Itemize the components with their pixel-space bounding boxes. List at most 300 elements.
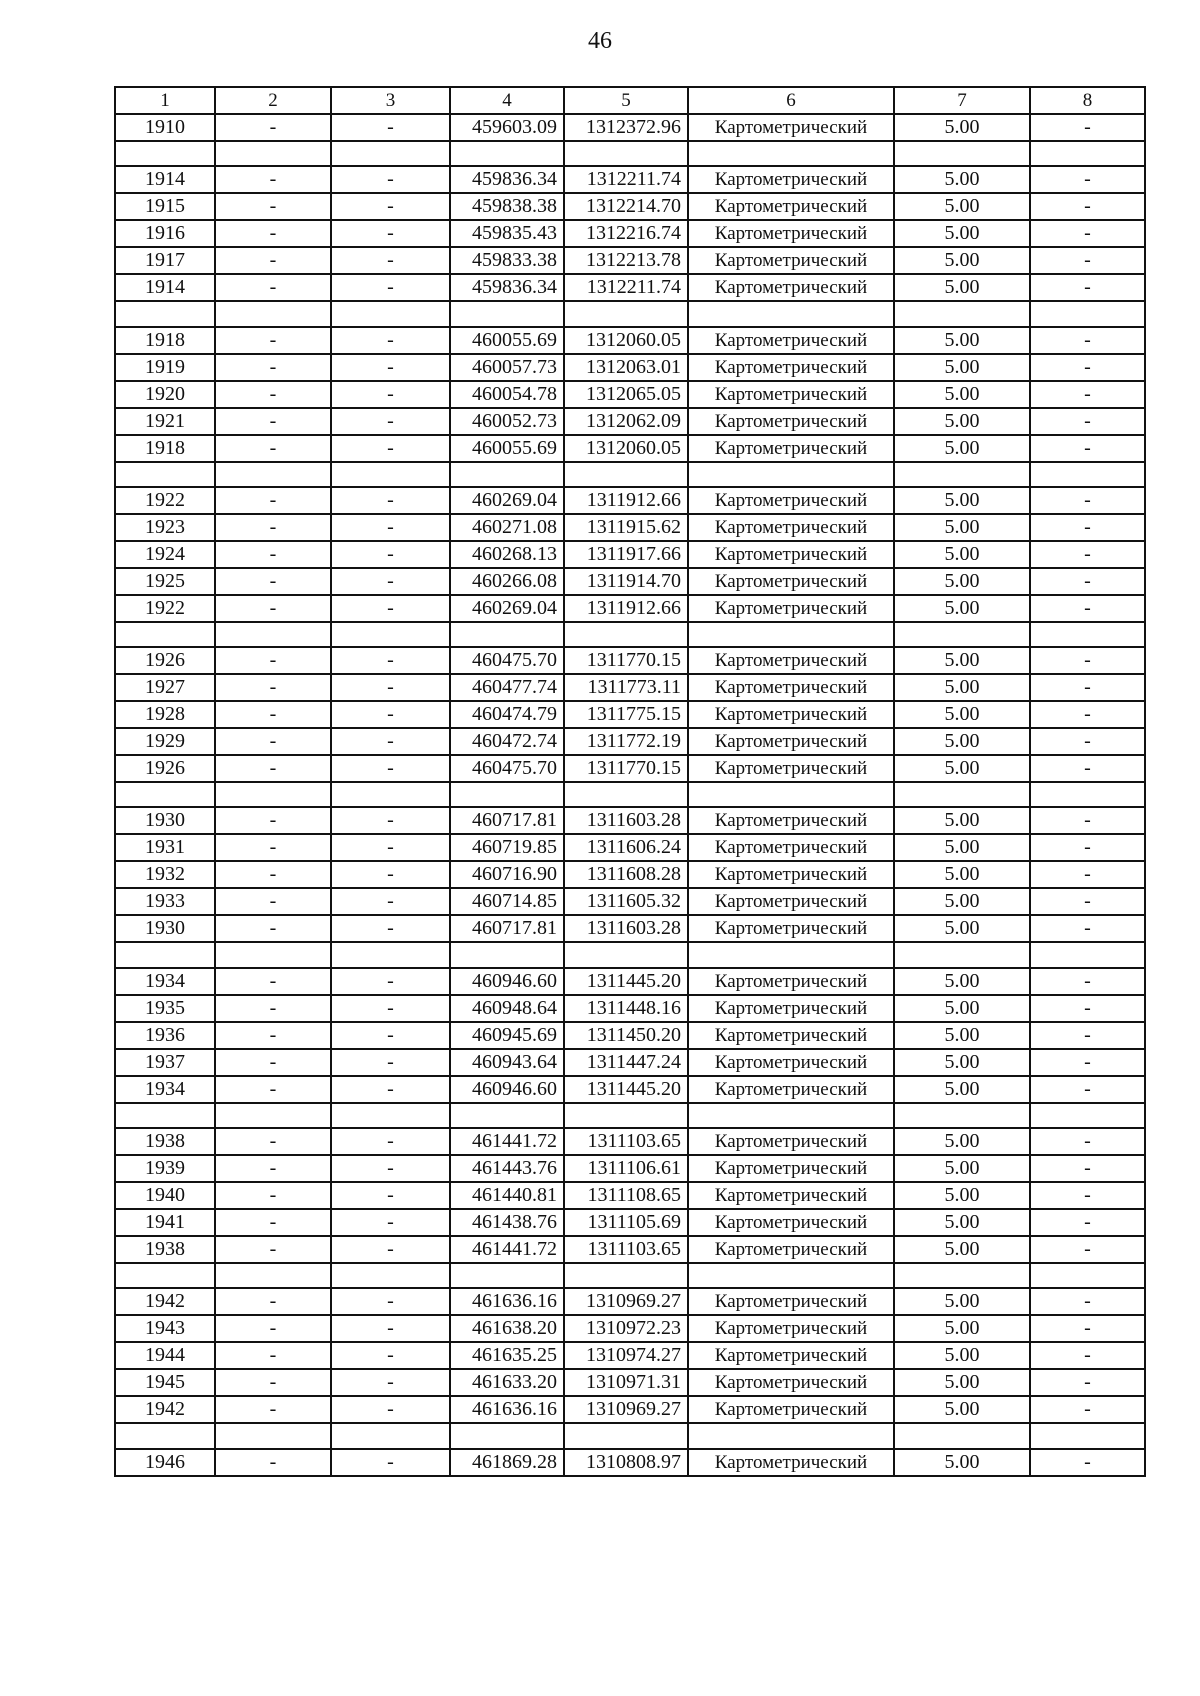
x-coordinate-cell: 460475.70 — [450, 755, 564, 782]
point-number-cell — [115, 301, 215, 326]
method-cell: Картометрический — [688, 1288, 894, 1315]
x-coordinate-cell: 461635.25 — [450, 1342, 564, 1369]
x-coordinate-cell: 460271.08 — [450, 514, 564, 541]
table-row — [115, 1236, 1145, 1263]
y-coordinate-cell: 1311103.65 — [564, 1236, 688, 1263]
point-number-cell: 1932 — [115, 861, 215, 888]
x-coordinate-cell — [450, 1263, 564, 1288]
table-row — [115, 1396, 1145, 1423]
x-coordinate-cell: 460055.69 — [450, 327, 564, 354]
point-number-cell: 1925 — [115, 568, 215, 595]
x-coordinate-cell: 460474.79 — [450, 701, 564, 728]
point-number-cell — [115, 782, 215, 807]
col8-cell: - — [1030, 728, 1145, 755]
col8-cell: - — [1030, 220, 1145, 247]
point-number-cell — [115, 942, 215, 967]
method-cell: Картометрический — [688, 647, 894, 674]
table-row — [115, 1155, 1145, 1182]
col8-cell: - — [1030, 381, 1145, 408]
x-coordinate-cell: 460714.85 — [450, 888, 564, 915]
col8-cell: - — [1030, 701, 1145, 728]
point-number-cell: 1916 — [115, 220, 215, 247]
y-coordinate-cell: 1310969.27 — [564, 1396, 688, 1423]
col8-cell: - — [1030, 193, 1145, 220]
point-number-cell: 1914 — [115, 166, 215, 193]
col3-cell: - — [331, 1315, 450, 1342]
accuracy-cell: 5.00 — [894, 701, 1030, 728]
col2-cell: - — [215, 674, 331, 701]
x-coordinate-cell — [450, 622, 564, 647]
col3-cell: - — [331, 1342, 450, 1369]
table-row — [115, 782, 1145, 807]
col3-cell: - — [331, 514, 450, 541]
method-cell: Картометрический — [688, 541, 894, 568]
method-cell: Картометрический — [688, 728, 894, 755]
point-number-cell: 1945 — [115, 1369, 215, 1396]
col2-cell — [215, 782, 331, 807]
col2-cell: - — [215, 1396, 331, 1423]
method-cell: Картометрический — [688, 381, 894, 408]
table-row — [115, 514, 1145, 541]
point-number-cell: 1941 — [115, 1209, 215, 1236]
col3-cell — [331, 141, 450, 166]
col2-cell — [215, 1423, 331, 1448]
col8-cell: - — [1030, 247, 1145, 274]
col3-cell: - — [331, 755, 450, 782]
x-coordinate-cell: 460477.74 — [450, 674, 564, 701]
y-coordinate-cell: 1312063.01 — [564, 354, 688, 381]
point-number-cell: 1935 — [115, 995, 215, 1022]
col8-cell: - — [1030, 408, 1145, 435]
y-coordinate-cell — [564, 1103, 688, 1128]
accuracy-cell: 5.00 — [894, 915, 1030, 942]
col2-cell: - — [215, 861, 331, 888]
column-header-4: 4 — [450, 87, 564, 114]
table-row — [115, 1022, 1145, 1049]
point-number-cell — [115, 622, 215, 647]
col2-cell: - — [215, 274, 331, 301]
col2-cell — [215, 942, 331, 967]
method-cell: Картометрический — [688, 1396, 894, 1423]
col2-cell: - — [215, 193, 331, 220]
y-coordinate-cell: 1312211.74 — [564, 166, 688, 193]
col8-cell — [1030, 141, 1145, 166]
col8-cell: - — [1030, 568, 1145, 595]
col3-cell: - — [331, 114, 450, 141]
method-cell: Картометрический — [688, 807, 894, 834]
col2-cell: - — [215, 1315, 331, 1342]
y-coordinate-cell: 1311445.20 — [564, 1076, 688, 1103]
col3-cell: - — [331, 166, 450, 193]
col3-cell: - — [331, 968, 450, 995]
accuracy-cell: 5.00 — [894, 166, 1030, 193]
point-number-cell — [115, 462, 215, 487]
accuracy-cell: 5.00 — [894, 1076, 1030, 1103]
method-cell: Картометрический — [688, 1049, 894, 1076]
col3-cell: - — [331, 220, 450, 247]
point-number-cell: 1926 — [115, 755, 215, 782]
x-coordinate-cell — [450, 782, 564, 807]
col2-cell: - — [215, 1022, 331, 1049]
col3-cell: - — [331, 1369, 450, 1396]
col2-cell: - — [215, 247, 331, 274]
accuracy-cell: 5.00 — [894, 514, 1030, 541]
table-row — [115, 1182, 1145, 1209]
col8-cell: - — [1030, 861, 1145, 888]
col8-cell: - — [1030, 1076, 1145, 1103]
y-coordinate-cell: 1310974.27 — [564, 1342, 688, 1369]
point-number-cell: 1918 — [115, 435, 215, 462]
y-coordinate-cell: 1311606.24 — [564, 834, 688, 861]
y-coordinate-cell: 1311770.15 — [564, 755, 688, 782]
col2-cell: - — [215, 1449, 331, 1476]
accuracy-cell — [894, 301, 1030, 326]
page-number: 46 — [588, 28, 612, 54]
table-row — [115, 1128, 1145, 1155]
col8-cell — [1030, 782, 1145, 807]
table-body — [115, 114, 1145, 1476]
x-coordinate-cell — [450, 462, 564, 487]
col2-cell: - — [215, 888, 331, 915]
table-row — [115, 141, 1145, 166]
method-cell: Картометрический — [688, 1369, 894, 1396]
method-cell: Картометрический — [688, 1155, 894, 1182]
method-cell: Картометрический — [688, 968, 894, 995]
accuracy-cell: 5.00 — [894, 381, 1030, 408]
accuracy-cell: 5.00 — [894, 755, 1030, 782]
method-cell: Картометрический — [688, 755, 894, 782]
table-row — [115, 166, 1145, 193]
method-cell: Картометрический — [688, 166, 894, 193]
table-row — [115, 595, 1145, 622]
y-coordinate-cell: 1311445.20 — [564, 968, 688, 995]
table-row — [115, 647, 1145, 674]
x-coordinate-cell: 459838.38 — [450, 193, 564, 220]
accuracy-cell: 5.00 — [894, 274, 1030, 301]
point-number-cell: 1924 — [115, 541, 215, 568]
y-coordinate-cell — [564, 622, 688, 647]
x-coordinate-cell: 460943.64 — [450, 1049, 564, 1076]
col8-cell: - — [1030, 834, 1145, 861]
col3-cell: - — [331, 1209, 450, 1236]
col8-cell: - — [1030, 1155, 1145, 1182]
col3-cell: - — [331, 381, 450, 408]
point-number-cell: 1917 — [115, 247, 215, 274]
y-coordinate-cell: 1312065.05 — [564, 381, 688, 408]
point-number-cell: 1946 — [115, 1449, 215, 1476]
point-number-cell: 1919 — [115, 354, 215, 381]
col3-cell: - — [331, 1049, 450, 1076]
col3-cell — [331, 462, 450, 487]
table-row — [115, 1449, 1145, 1476]
point-number-cell: 1937 — [115, 1049, 215, 1076]
x-coordinate-cell: 460717.81 — [450, 807, 564, 834]
x-coordinate-cell — [450, 1103, 564, 1128]
y-coordinate-cell: 1311772.19 — [564, 728, 688, 755]
col8-cell: - — [1030, 1049, 1145, 1076]
accuracy-cell: 5.00 — [894, 1369, 1030, 1396]
column-header-3: 3 — [331, 87, 450, 114]
method-cell — [688, 1263, 894, 1288]
point-number-cell: 1938 — [115, 1128, 215, 1155]
column-header-6: 6 — [688, 87, 894, 114]
col8-cell — [1030, 462, 1145, 487]
col2-cell: - — [215, 220, 331, 247]
x-coordinate-cell: 460717.81 — [450, 915, 564, 942]
method-cell: Картометрический — [688, 1342, 894, 1369]
point-number-cell: 1910 — [115, 114, 215, 141]
col3-cell: - — [331, 834, 450, 861]
col3-cell: - — [331, 1155, 450, 1182]
col3-cell: - — [331, 1236, 450, 1263]
header-row — [115, 87, 1145, 114]
col2-cell: - — [215, 1076, 331, 1103]
col2-cell — [215, 141, 331, 166]
col2-cell: - — [215, 728, 331, 755]
method-cell: Картометрический — [688, 193, 894, 220]
method-cell: Картометрический — [688, 274, 894, 301]
accuracy-cell: 5.00 — [894, 247, 1030, 274]
col3-cell: - — [331, 915, 450, 942]
accuracy-cell: 5.00 — [894, 807, 1030, 834]
accuracy-cell — [894, 141, 1030, 166]
col8-cell: - — [1030, 995, 1145, 1022]
col8-cell: - — [1030, 1182, 1145, 1209]
point-number-cell: 1929 — [115, 728, 215, 755]
col2-cell: - — [215, 595, 331, 622]
x-coordinate-cell — [450, 141, 564, 166]
accuracy-cell: 5.00 — [894, 647, 1030, 674]
point-number-cell: 1922 — [115, 487, 215, 514]
table-row — [115, 408, 1145, 435]
col8-cell — [1030, 1103, 1145, 1128]
x-coordinate-cell: 461869.28 — [450, 1449, 564, 1476]
x-coordinate-cell — [450, 942, 564, 967]
col8-cell: - — [1030, 487, 1145, 514]
col2-cell — [215, 1263, 331, 1288]
y-coordinate-cell: 1312211.74 — [564, 274, 688, 301]
col2-cell: - — [215, 487, 331, 514]
x-coordinate-cell — [450, 1423, 564, 1448]
point-number-cell: 1940 — [115, 1182, 215, 1209]
col3-cell — [331, 622, 450, 647]
accuracy-cell — [894, 1103, 1030, 1128]
method-cell: Картометрический — [688, 408, 894, 435]
point-number-cell: 1933 — [115, 888, 215, 915]
col3-cell: - — [331, 888, 450, 915]
point-number-cell: 1921 — [115, 408, 215, 435]
col3-cell: - — [331, 327, 450, 354]
accuracy-cell — [894, 942, 1030, 967]
table-row — [115, 888, 1145, 915]
col3-cell — [331, 1263, 450, 1288]
y-coordinate-cell: 1310808.97 — [564, 1449, 688, 1476]
col3-cell: - — [331, 1396, 450, 1423]
col2-cell: - — [215, 755, 331, 782]
table-row — [115, 942, 1145, 967]
col2-cell: - — [215, 647, 331, 674]
col2-cell — [215, 462, 331, 487]
col8-cell: - — [1030, 1209, 1145, 1236]
method-cell: Картометрический — [688, 861, 894, 888]
point-number-cell: 1923 — [115, 514, 215, 541]
col2-cell: - — [215, 1049, 331, 1076]
col2-cell: - — [215, 327, 331, 354]
col2-cell: - — [215, 968, 331, 995]
table-row — [115, 834, 1145, 861]
col3-cell: - — [331, 1288, 450, 1315]
col8-cell: - — [1030, 435, 1145, 462]
y-coordinate-cell: 1311775.15 — [564, 701, 688, 728]
coordinates-table — [114, 86, 1146, 1477]
col3-cell: - — [331, 995, 450, 1022]
y-coordinate-cell: 1311447.24 — [564, 1049, 688, 1076]
col3-cell: - — [331, 807, 450, 834]
x-coordinate-cell: 461441.72 — [450, 1128, 564, 1155]
point-number-cell: 1938 — [115, 1236, 215, 1263]
point-number-cell: 1927 — [115, 674, 215, 701]
col2-cell: - — [215, 166, 331, 193]
x-coordinate-cell: 460472.74 — [450, 728, 564, 755]
accuracy-cell: 5.00 — [894, 1396, 1030, 1423]
y-coordinate-cell: 1310969.27 — [564, 1288, 688, 1315]
y-coordinate-cell: 1311915.62 — [564, 514, 688, 541]
table-row — [115, 568, 1145, 595]
y-coordinate-cell: 1311450.20 — [564, 1022, 688, 1049]
table-row — [115, 968, 1145, 995]
col3-cell: - — [331, 1128, 450, 1155]
point-number-cell: 1914 — [115, 274, 215, 301]
accuracy-cell: 5.00 — [894, 728, 1030, 755]
x-coordinate-cell: 460054.78 — [450, 381, 564, 408]
x-coordinate-cell: 460716.90 — [450, 861, 564, 888]
col8-cell: - — [1030, 1396, 1145, 1423]
col3-cell: - — [331, 568, 450, 595]
col3-cell: - — [331, 247, 450, 274]
y-coordinate-cell: 1311773.11 — [564, 674, 688, 701]
accuracy-cell: 5.00 — [894, 1022, 1030, 1049]
col2-cell: - — [215, 114, 331, 141]
table-row — [115, 622, 1145, 647]
method-cell: Картометрический — [688, 995, 894, 1022]
col8-cell: - — [1030, 1288, 1145, 1315]
method-cell: Картометрический — [688, 435, 894, 462]
col3-cell: - — [331, 541, 450, 568]
point-number-cell: 1943 — [115, 1315, 215, 1342]
table-row — [115, 354, 1145, 381]
point-number-cell: 1928 — [115, 701, 215, 728]
y-coordinate-cell — [564, 301, 688, 326]
y-coordinate-cell: 1311106.61 — [564, 1155, 688, 1182]
col3-cell: - — [331, 1182, 450, 1209]
y-coordinate-cell: 1310972.23 — [564, 1315, 688, 1342]
y-coordinate-cell: 1312214.70 — [564, 193, 688, 220]
method-cell: Картометрический — [688, 1022, 894, 1049]
y-coordinate-cell — [564, 141, 688, 166]
accuracy-cell — [894, 1423, 1030, 1448]
x-coordinate-cell: 460269.04 — [450, 487, 564, 514]
table-row — [115, 861, 1145, 888]
col2-cell: - — [215, 435, 331, 462]
column-header-5: 5 — [564, 87, 688, 114]
method-cell: Картометрический — [688, 674, 894, 701]
y-coordinate-cell: 1311448.16 — [564, 995, 688, 1022]
col2-cell: - — [215, 1209, 331, 1236]
col8-cell: - — [1030, 514, 1145, 541]
accuracy-cell: 5.00 — [894, 354, 1030, 381]
accuracy-cell: 5.00 — [894, 1315, 1030, 1342]
x-coordinate-cell: 461636.16 — [450, 1288, 564, 1315]
y-coordinate-cell: 1311912.66 — [564, 487, 688, 514]
col2-cell: - — [215, 541, 331, 568]
x-coordinate-cell: 460946.60 — [450, 1076, 564, 1103]
y-coordinate-cell: 1311108.65 — [564, 1182, 688, 1209]
accuracy-cell — [894, 1263, 1030, 1288]
col2-cell: - — [215, 514, 331, 541]
table-row — [115, 1288, 1145, 1315]
col3-cell: - — [331, 674, 450, 701]
table-row — [115, 1209, 1145, 1236]
table-row — [115, 674, 1145, 701]
accuracy-cell: 5.00 — [894, 1342, 1030, 1369]
col2-cell: - — [215, 834, 331, 861]
point-number-cell — [115, 141, 215, 166]
col2-cell: - — [215, 995, 331, 1022]
accuracy-cell: 5.00 — [894, 888, 1030, 915]
y-coordinate-cell — [564, 782, 688, 807]
y-coordinate-cell: 1311912.66 — [564, 595, 688, 622]
x-coordinate-cell: 461441.72 — [450, 1236, 564, 1263]
col2-cell — [215, 1103, 331, 1128]
col3-cell: - — [331, 1022, 450, 1049]
accuracy-cell — [894, 622, 1030, 647]
table-row — [115, 1423, 1145, 1448]
col3-cell: - — [331, 408, 450, 435]
col2-cell: - — [215, 807, 331, 834]
accuracy-cell: 5.00 — [894, 1128, 1030, 1155]
table-row — [115, 114, 1145, 141]
point-number-cell: 1942 — [115, 1396, 215, 1423]
point-number-cell: 1926 — [115, 647, 215, 674]
y-coordinate-cell: 1312060.05 — [564, 435, 688, 462]
method-cell — [688, 141, 894, 166]
method-cell: Картометрический — [688, 327, 894, 354]
table-row — [115, 915, 1145, 942]
accuracy-cell: 5.00 — [894, 1236, 1030, 1263]
table-row — [115, 1076, 1145, 1103]
accuracy-cell: 5.00 — [894, 408, 1030, 435]
method-cell: Картометрический — [688, 888, 894, 915]
column-header-1: 1 — [115, 87, 215, 114]
col2-cell: - — [215, 381, 331, 408]
col3-cell — [331, 1423, 450, 1448]
col3-cell — [331, 1103, 450, 1128]
method-cell: Картометрический — [688, 595, 894, 622]
accuracy-cell — [894, 782, 1030, 807]
accuracy-cell: 5.00 — [894, 541, 1030, 568]
method-cell: Картометрический — [688, 1315, 894, 1342]
col2-cell: - — [215, 1288, 331, 1315]
col2-cell: - — [215, 1369, 331, 1396]
col2-cell: - — [215, 354, 331, 381]
table-row — [115, 274, 1145, 301]
col3-cell — [331, 301, 450, 326]
table-row — [115, 1263, 1145, 1288]
table-row — [115, 327, 1145, 354]
col3-cell: - — [331, 354, 450, 381]
method-cell: Картометрический — [688, 701, 894, 728]
table-row — [115, 462, 1145, 487]
